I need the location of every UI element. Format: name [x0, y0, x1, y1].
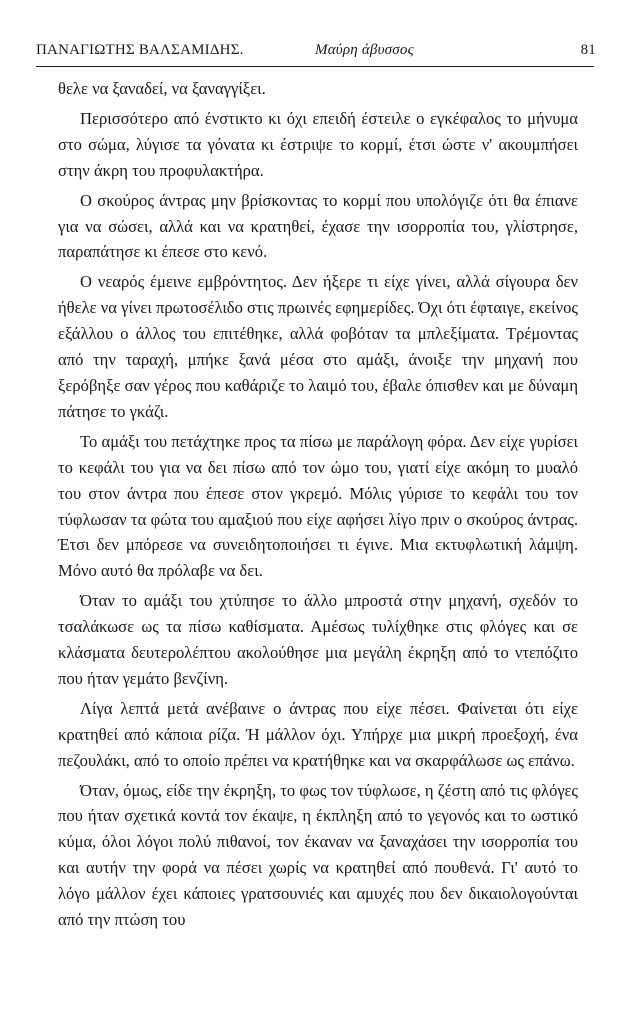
header-rule — [36, 66, 594, 67]
running-header — [36, 40, 596, 64]
paragraph: Όταν, όμως, είδε την έκρηξη, το φως τον τύφλωσε, η ζέστη από τις φλόγες που ήταν σχετικά κοντά τον έκαψε, η έκπληξη από το γεγονός και το ωστικό κύμα, όλοι λόγοι πολύ πιθανοί, τον έκαναν να ξαναχάσει την ισορροπία του και αυτήν την φορά να πέσει χωρίς να κρατηθεί από πουθενά. Γι' αυτό το λόγο μάλλον έχει κάποιες γρατσουνιές και αμυχές που δεν δικαιολογούνται από την πτώση του — [58, 780, 578, 930]
body-text — [58, 76, 578, 933]
paragraph: Περισσότερο από ένστικτο κι όχι επειδή έστειλε ο εγκέφαλος το μήνυμα στο σώμα, λύγισε τα γόνατα κι έστριψε το κορμί, έτσι ώστε ν' ακουμπήσει στην άκρη του προφυλακτήρα. — [58, 108, 578, 180]
paragraph: Το αμάξι του πετάχτηκε προς τα πίσω με παράλογη φόρα. Δεν είχε γυρίσει το κεφάλι του για να δει πίσω από τον ώμο του, γιατί είχε ακόμη το μυαλό του στον άντρα που έπεσε στον γκρεμό. Μόλις γύρισε το κεφάλι του τον τύφλωσαν τα φώτα του αμαξιού που είχε αφήσει λίγο πριν ο σκούρος άντρας. Έτσι δεν μπόρεσε να συνειδητοποιήσει τι έγινε. Μια εκτυφλωτική λάμψη. Μόνο αυτό θα πρόλαβε να δει. — [58, 431, 578, 581]
paragraph: Όταν το αμάξι του χτύπησε το άλλο μπροστά στην μηχανή, σχεδόν το τσαλάκωσε ως τα πίσω καθίσματα. Αμέσως τυλίχθηκε στις φλόγες και σε κλάσματα δευτερολέπτου ακολούθησε μια μεγάλη έκρηξη από το ντεπόζιτο που ήταν γεμάτο βενζίνη. — [58, 591, 578, 688]
paragraph: Ο νεαρός έμεινε εμβρόντητος. Δεν ήξερε τι είχε γίνει, αλλά σίγουρα δεν ήθελε να γίνει πρωτοσέλιδο στις πρωινές εφημερίδες. Όχι ότι έφταιγε, εκείνος εξάλλου ο άλλος του επιτέθηκε, αλλά φοβόταν τα μπλεξίματα. Τρέμοντας από την ταραχή, μπήκε ξανά μέσα στο αμάξι, άνοιξε την μηχανή που ξερόβηξε σαν γέρος που καθάριζε το λαιμό του, έβαλε όπισθεν και με δύναμη πάτησε το γκάζι. — [58, 272, 578, 421]
paragraph-continuation: θελε να ξαναδεί, να ξαναγγίξει. — [58, 79, 266, 98]
header-author: ΠΑΝΑΓΙΩΤΗΣ ΒΑΛΣΑΜΙΔΗΣ. — [36, 42, 244, 58]
paragraph: Λίγα λεπτά μετά ανέβαινε ο άντρας που είχε πέσει. Φαίνεται ότι είχε κρατηθεί από κάποια ρίζα. Ή μάλλον όχι. Υπήρχε μια μικρή προεξοχή, ένα πεζουλάκι, από το οποίο πρέπει να κρατήθηκε και να σκαρφάλωσε ως επάνω. — [58, 698, 578, 770]
paragraph: Ο σκούρος άντρας μην βρίσκοντας το κορμί που υπολόγιζε ότι θα έπιανε για να σώσει, αλλά και να κρατηθεί, έχασε την ισορροπία του, γλίστρησε, παραπάτησε κι έπεσε στο κενό. — [58, 190, 578, 262]
header-book-title: Μαύρη άβυσσος — [315, 42, 414, 58]
page-number: 81 — [580, 42, 596, 58]
